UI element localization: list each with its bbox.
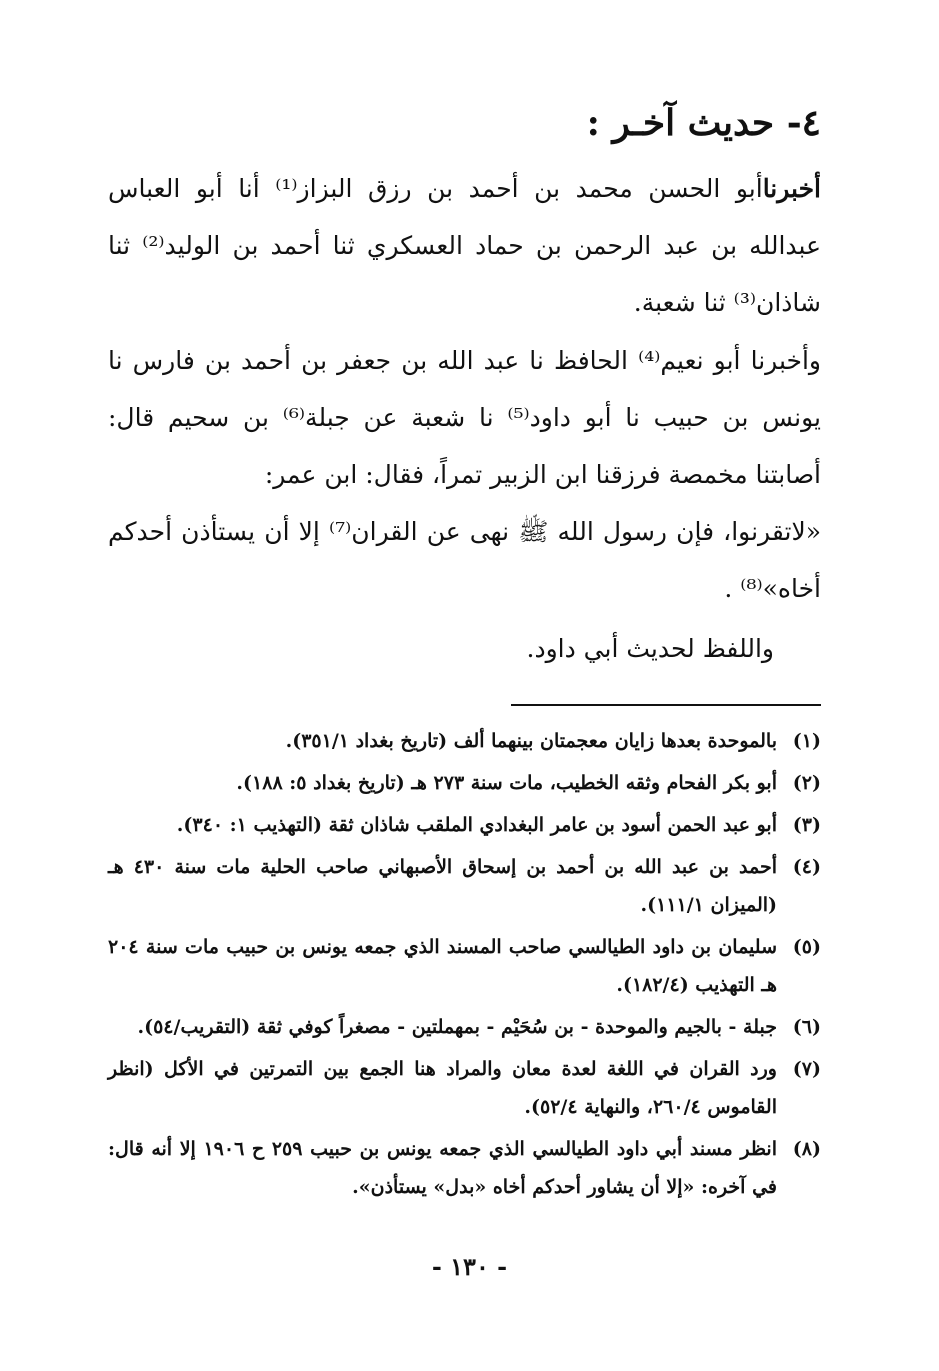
paragraph-isnad-1 <box>108 160 821 331</box>
footnote-text: أبو بكر الفحام وثقه الخطيب، مات سنة ٢٧٣ هـ (تاريخ بغداد ٥: ١٨٨). <box>236 772 777 794</box>
section-heading: ٤- حديث آخـر : <box>586 102 821 144</box>
footnote-number: (١) <box>792 730 821 752</box>
footnote-number: (٥) <box>792 936 821 958</box>
footnote-7 <box>108 1050 821 1126</box>
paragraph-text: واللفظ لحديث أبي داود. <box>526 634 774 663</box>
footnote-number: (٦) <box>792 1016 821 1038</box>
paragraph-hadith-matn <box>108 503 821 617</box>
footnote-text: بالموحدة بعدها زايان معجمتان بينهما ألف (تاريخ بغداد ٣٥١/١). <box>285 730 777 752</box>
paragraph-text: وأخبرنا أبو نعيم⁽⁴⁾ الحافظ نا عبد الله بن جعفر بن أحمد بن فارس نا يونس بن حبيب نا أبو داود⁽⁵⁾ نا شعبة عن جبلة⁽⁶⁾ بن سحيم قال: أصابتنا مخمصة فرزقنا ابن الزبير تمراً، فقال: ابن عمر: <box>108 346 821 489</box>
footnote-text: جبلة - بالجيم والموحدة - بن سُحَيْم - بمهملتين - مصغراً كوفي ثقة (التقريب/٥٤). <box>137 1016 777 1038</box>
paragraph-isnad-2 <box>108 332 821 503</box>
paragraph-lead: أخبرنا <box>762 174 822 203</box>
paragraph-text: أبو الحسن محمد بن أحمد بن رزق البزاز⁽¹⁾ أنا أبو العباس عبدالله بن عبد الرحمن بن حماد العسكري ثنا أحمد بن الوليد⁽²⁾ ثنا شاذان⁽³⁾ ثنا شعبة. <box>108 174 821 317</box>
footnote-text: أبو عبد الحمن أسود بن عامر البغدادي الملقب شاذان ثقة (التهذيب ١: ٣٤٠). <box>176 814 777 836</box>
footnote-4 <box>108 848 821 924</box>
footnote-text: أحمد بن عبد الله بن أحمد بن إسحاق الأصبهاني صاحب الحلية مات سنة ٤٣٠ هـ (الميزان ١١١/١). <box>108 856 777 916</box>
footnote-text: انظر مسند أبي داود الطيالسي الذي جمعه يونس بن حبيب ٢٥٩ ح ١٩٠٦ إلا أنه قال: في آخره: «إلا أن يشاور أحدكم أخاه «بدل» يستأذن». <box>108 1138 777 1198</box>
footnote-number: (٣) <box>792 814 821 836</box>
paragraph-text: «لاتقرنوا، فإن رسول الله ﷺ نهى عن القران⁽⁷⁾ إلا أن يستأذن أحدكم أخاه»⁽⁸⁾ . <box>108 517 821 603</box>
footnote-1 <box>108 722 821 760</box>
paragraph-wording-note <box>108 620 774 677</box>
page-number: - ١٣٠ - <box>431 1252 508 1281</box>
footnote-3 <box>108 806 821 844</box>
footnote-8 <box>108 1130 821 1206</box>
footnote-2 <box>108 764 821 802</box>
footnote-number: (٨) <box>792 1138 821 1160</box>
footnote-separator <box>511 704 821 706</box>
footnote-6 <box>108 1008 821 1046</box>
footnotes-list <box>108 722 821 1210</box>
footnote-text: ورد القران في اللغة لعدة معان والمراد هنا الجمع بين التمرتين في الأكل (انظر القاموس ٢٦٠/٤، والنهاية ٥٢/٤). <box>108 1058 777 1118</box>
footnote-number: (٢) <box>792 772 821 794</box>
footnote-5 <box>108 928 821 1004</box>
footnote-number: (٤) <box>792 856 821 878</box>
footnote-number: (٧) <box>792 1058 821 1080</box>
footnote-text: سليمان بن داود الطيالسي صاحب المسند الذي جمعه يونس بن حبيب مات سنة ٢٠٤ هـ التهذيب (١٨٢/٤). <box>108 936 777 996</box>
